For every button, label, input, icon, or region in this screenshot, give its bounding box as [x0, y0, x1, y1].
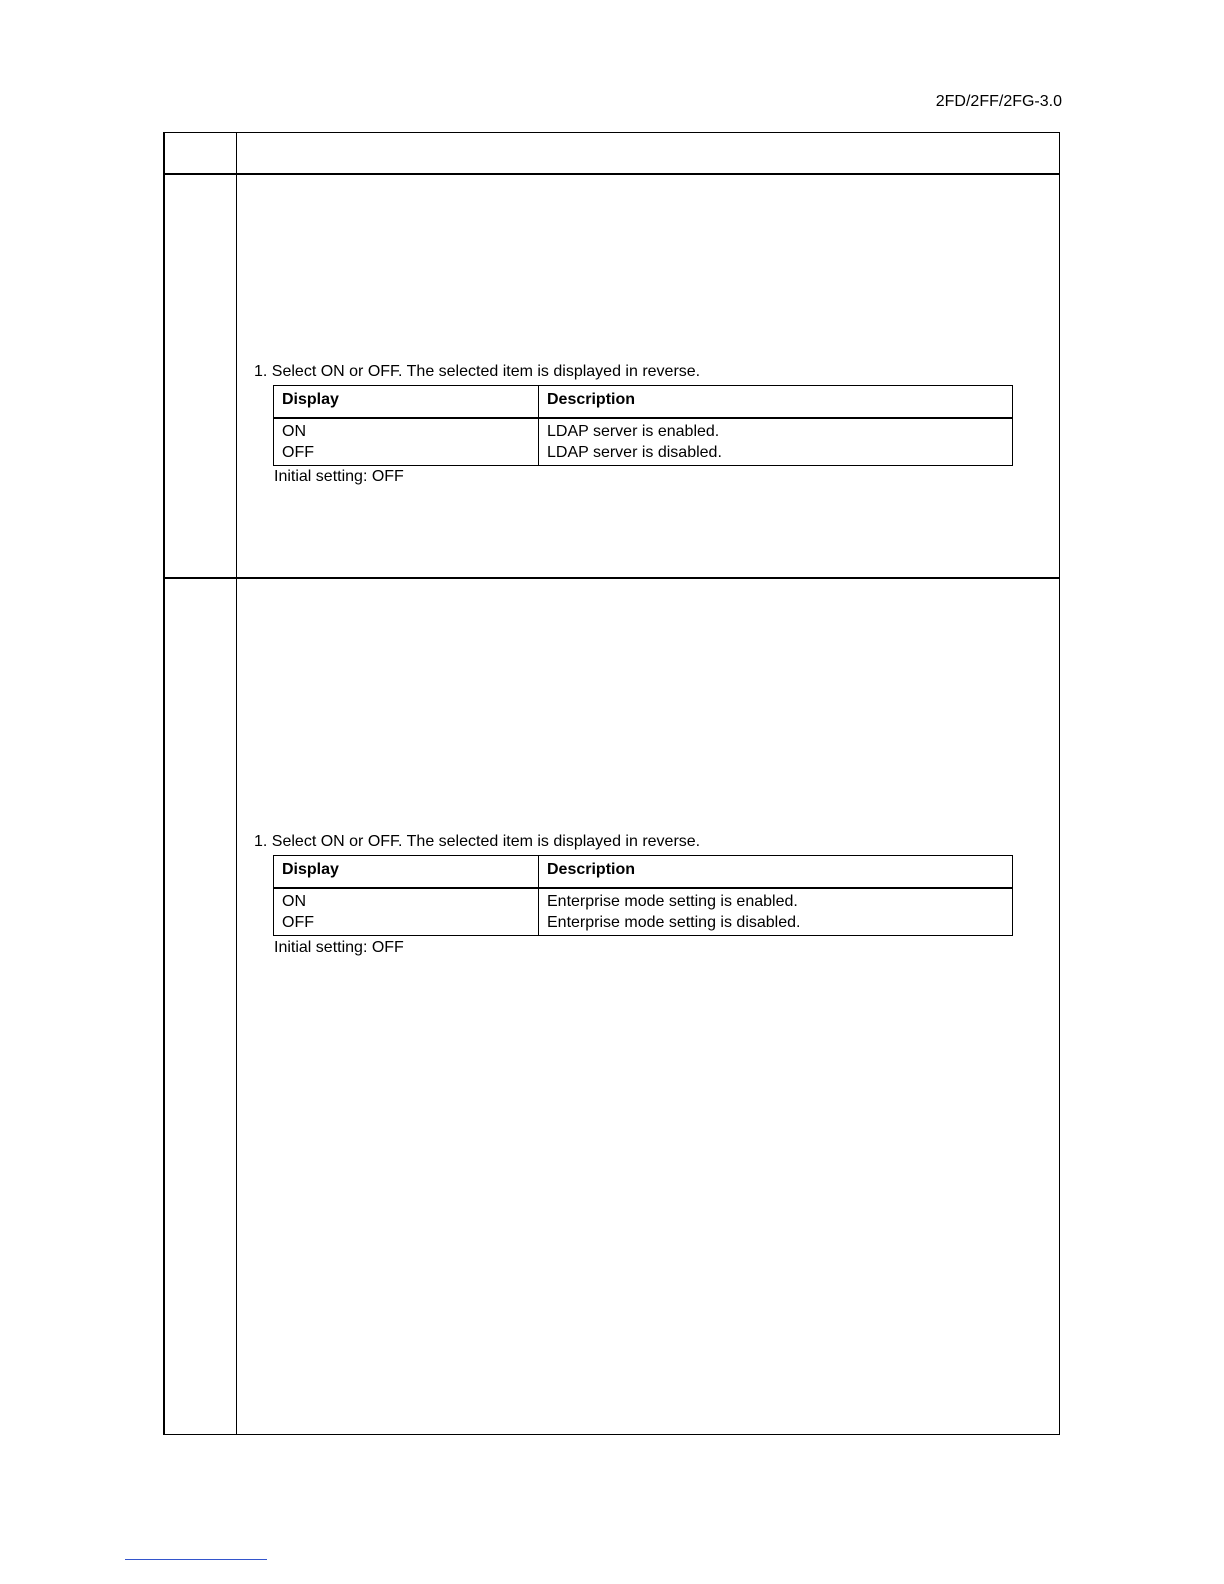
- header-row-divider: [163, 173, 1060, 175]
- description-value: LDAP server is disabled.: [547, 444, 722, 461]
- column-header-description: Description: [539, 386, 1013, 419]
- column-header-description: Description: [539, 856, 1013, 889]
- description-cell: [539, 888, 1013, 936]
- column-header-display: Display: [274, 856, 539, 889]
- table-header-row: [274, 856, 1013, 889]
- display-value: OFF: [282, 444, 314, 461]
- column-divider: [236, 132, 237, 1435]
- display-value: ON: [282, 893, 306, 910]
- table-header-row: [274, 386, 1013, 419]
- section-divider: [163, 577, 1060, 579]
- description-value: Enterprise mode setting is enabled.: [547, 893, 798, 910]
- description-value: Enterprise mode setting is disabled.: [547, 914, 801, 931]
- description-value: LDAP server is enabled.: [547, 423, 720, 440]
- section2-settings-table: [273, 855, 1013, 936]
- footer-rule: [125, 1559, 267, 1560]
- document-id: 2FD/2FF/2FG-3.0: [935, 93, 1062, 110]
- section1-step: 1. Select ON or OFF. The selected item is displayed in reverse.: [254, 363, 701, 380]
- display-cell: [274, 888, 539, 936]
- maintenance-table-frame: [163, 132, 1060, 1435]
- section1-settings-table: [273, 385, 1013, 466]
- display-value: OFF: [282, 914, 314, 931]
- column-header-display: Display: [274, 386, 539, 419]
- section2-initial-setting: Initial setting: OFF: [274, 939, 404, 956]
- table-row: [274, 888, 1013, 936]
- table-row: [274, 418, 1013, 466]
- section2-step: 1. Select ON or OFF. The selected item is displayed in reverse.: [254, 833, 701, 850]
- display-cell: [274, 418, 539, 466]
- display-value: ON: [282, 423, 306, 440]
- section1-initial-setting: Initial setting: OFF: [274, 468, 404, 485]
- description-cell: [539, 418, 1013, 466]
